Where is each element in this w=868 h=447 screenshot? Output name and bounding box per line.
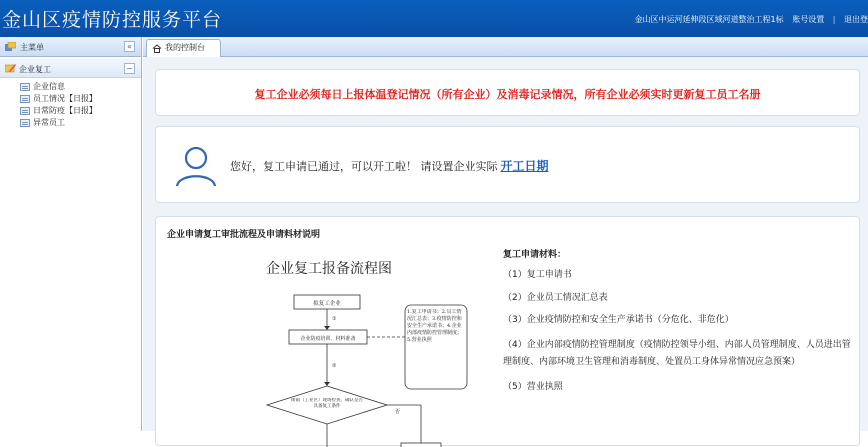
app-header bbox=[0, 0, 868, 37]
materials-list bbox=[503, 250, 853, 404]
flow-no-label: 否 bbox=[395, 409, 401, 415]
greeting-card bbox=[155, 126, 860, 203]
table-icon bbox=[20, 107, 30, 115]
flow-step-1: ① bbox=[332, 316, 337, 322]
sidebar-item-staff-daily[interactable] bbox=[20, 93, 141, 105]
notice-card bbox=[155, 69, 860, 116]
sidebar-header bbox=[0, 37, 141, 57]
home-icon bbox=[152, 44, 162, 53]
sidebar-item-prevention-daily[interactable] bbox=[20, 105, 141, 117]
sidebar-item-abnormal-staff[interactable] bbox=[20, 117, 141, 129]
flow-chart bbox=[235, 247, 475, 447]
flow-node-start: 拟复工企业 bbox=[313, 301, 341, 307]
group-toggle-button[interactable]: − bbox=[124, 63, 135, 74]
material-item: （1）复工申请书 bbox=[503, 270, 572, 281]
flow-chart-title: 企业复工报备流程图 bbox=[266, 261, 392, 277]
process-title: 企业申请复工审批流程及申请料材说明 bbox=[167, 230, 321, 240]
sidebar-header-label: 主菜单 bbox=[20, 43, 44, 52]
folder-edit-icon bbox=[5, 63, 16, 73]
header-separator: | bbox=[832, 15, 836, 24]
notice-text: 复工企业必须每日上报体温登记情况（所有企业）及消毒记录情况，所有企业必须实时更新复工员工名册 bbox=[254, 88, 761, 101]
sidebar-item-label: 异常员工 bbox=[33, 118, 65, 127]
project-name: 金山区中运河延伸段区域河道整治工程1标 bbox=[634, 15, 784, 24]
set-start-date-link[interactable]: 开工日期 bbox=[500, 159, 549, 173]
table-icon bbox=[20, 83, 30, 91]
app-title: 金山区疫情防控服务平台 bbox=[2, 9, 223, 31]
logout-link[interactable]: 退出登 bbox=[844, 15, 868, 24]
tab-bar bbox=[143, 37, 868, 57]
account-settings-link[interactable]: 账号设置 bbox=[792, 15, 825, 24]
sidebar-group-enterprise-resume[interactable] bbox=[0, 59, 141, 78]
sidebar bbox=[0, 37, 142, 431]
tab-label: 我的控制台 bbox=[165, 43, 205, 52]
tab-my-console[interactable] bbox=[146, 39, 221, 57]
sidebar-item-label: 员工情况【日报】 bbox=[33, 94, 97, 103]
sidebar-item-label: 日常防疫【日报】 bbox=[33, 106, 97, 115]
sidebar-item-label: 企业信息 bbox=[33, 82, 65, 91]
flow-node-docs: 1.复工申请书；2.员工情况汇总表；3.疫情防控和安全生产承诺书；4.企业内部疫情防控管理制度；5.营业执照 bbox=[407, 309, 463, 343]
sidebar-tree bbox=[0, 78, 141, 129]
material-item: （3）企业疫情防控和安全生产承诺书（分危化、非危化） bbox=[503, 314, 734, 325]
flow-node-check: 街镇（工业区）现场检查，确认是否具备复工条件 bbox=[291, 398, 363, 409]
table-icon bbox=[20, 95, 30, 103]
flow-node-prep: 企业防疫培训、材料准备 bbox=[300, 336, 356, 342]
sidebar-group-label: 企业复工 bbox=[19, 65, 51, 74]
greeting-text: 您好，复工申请已通过，可以开工啦！ 请设置企业实际 bbox=[230, 160, 498, 173]
greeting-message bbox=[230, 157, 549, 174]
material-item: （5）营业执照 bbox=[503, 382, 563, 392]
material-item: （2）企业员工情况汇总表 bbox=[503, 292, 608, 303]
header-right bbox=[629, 14, 868, 25]
user-icon bbox=[174, 145, 218, 187]
flow-step-2: ② bbox=[332, 363, 337, 369]
sidebar-item-enterprise-info[interactable] bbox=[20, 81, 141, 93]
collapse-sidebar-button[interactable]: « bbox=[124, 41, 135, 52]
materials-title: 复工申请材料： bbox=[503, 250, 567, 260]
main-content bbox=[143, 37, 868, 431]
material-item: （4）企业内部疫情防控管理制度（疫情防控领导小组、内部人员管理制度、人员进出管理制度、内部环境卫生管理和消毒制度、处置员工身体异常情况应急预案） bbox=[503, 340, 851, 367]
main-menu-icon bbox=[5, 42, 16, 52]
table-icon bbox=[20, 119, 30, 127]
process-card bbox=[155, 216, 860, 446]
